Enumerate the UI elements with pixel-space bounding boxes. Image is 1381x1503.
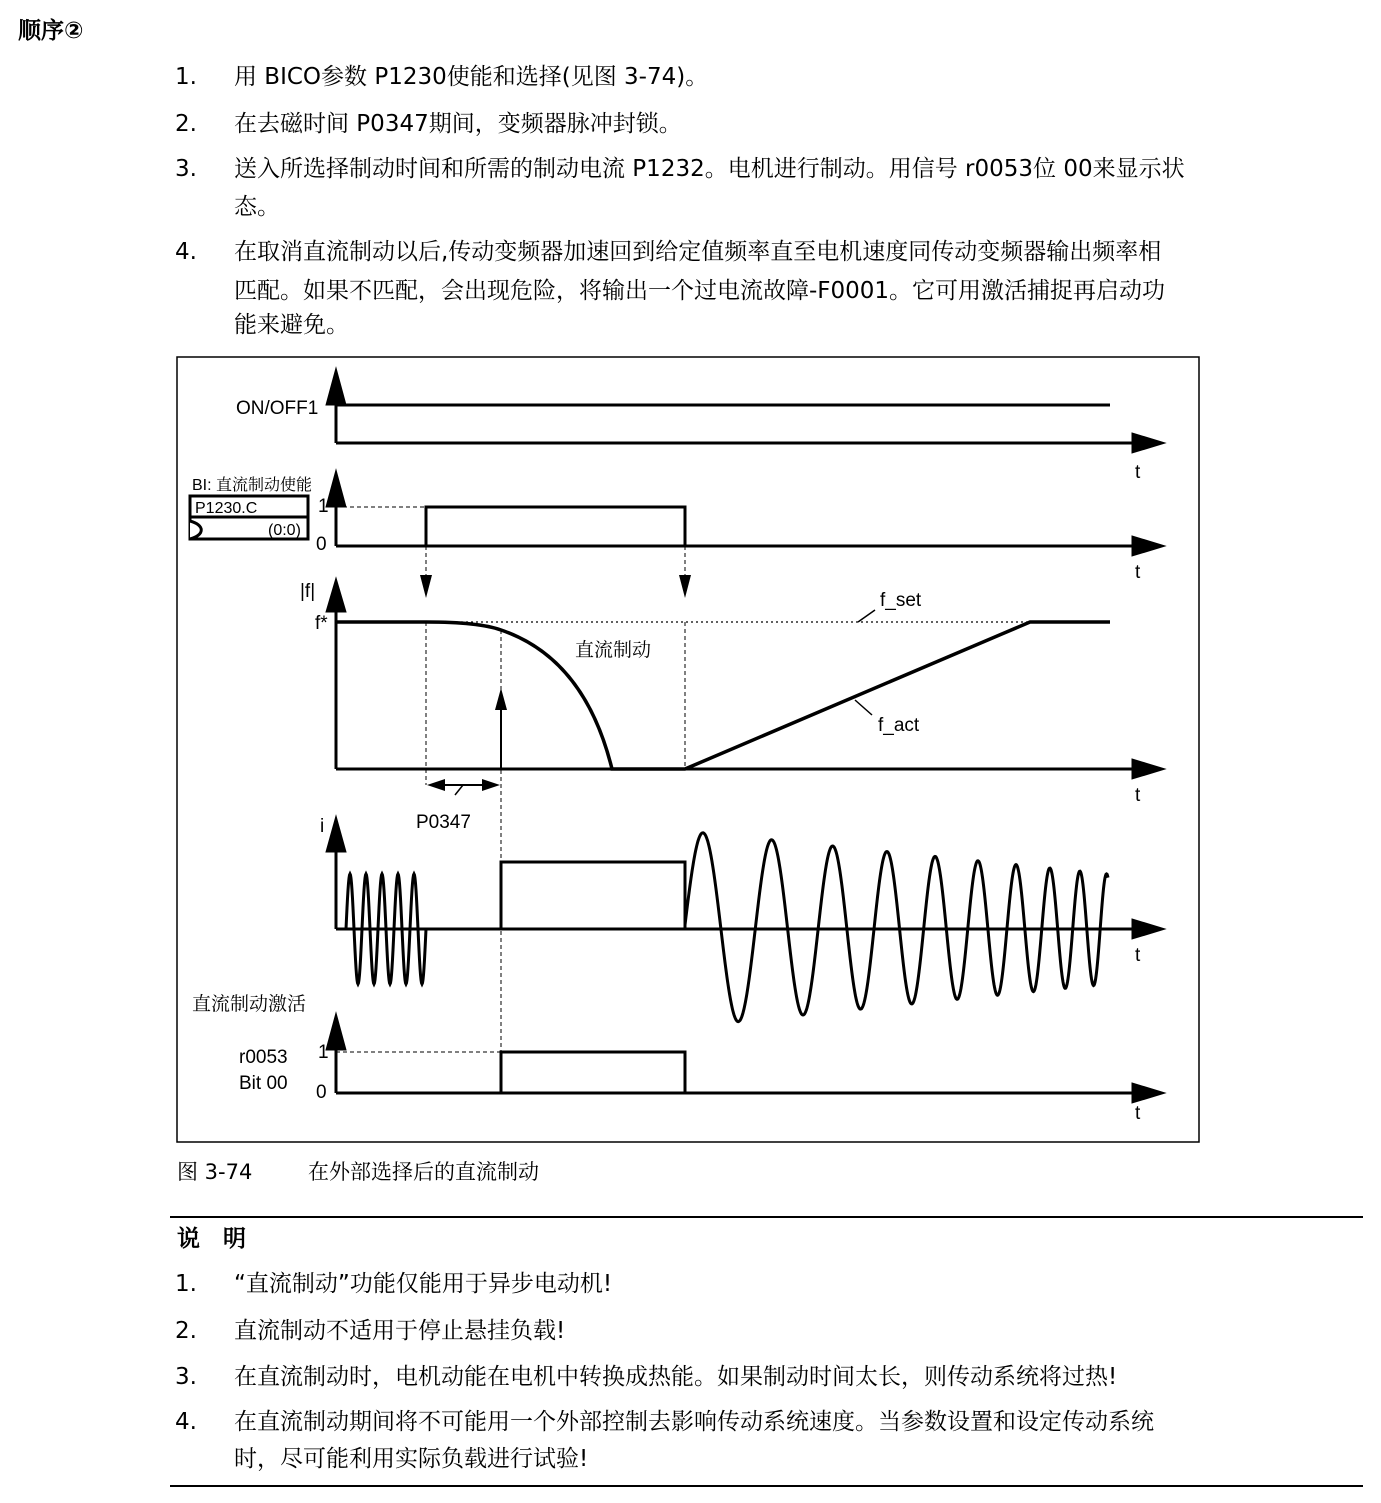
f-act-curve <box>336 622 1110 769</box>
on-off-label: ON/OFF1 <box>236 398 319 419</box>
diagram-frame <box>177 357 1199 1142</box>
f-star-label: f* <box>315 613 328 634</box>
note-text: 在直流制动时，电机动能在电机中转换成热能。如果制动时间太长，则传动系统将过热! <box>234 1364 1118 1390</box>
axis-arrow-icon <box>326 816 346 852</box>
dc-active-label: 直流制动激活 <box>192 994 307 1015</box>
p0347-leader <box>455 785 463 795</box>
dc-current-signal <box>336 862 685 929</box>
axis-arrow-icon <box>326 470 346 507</box>
left-arrow-icon <box>427 779 445 791</box>
note-number: 3. <box>175 1364 197 1390</box>
axis-arrow-icon <box>1132 759 1165 779</box>
step-number: 3. <box>175 156 197 182</box>
bit00-label: Bit 00 <box>239 1073 288 1094</box>
f-axis-label: |f| <box>300 581 316 602</box>
t-label: t <box>1135 945 1141 966</box>
dc-brake-label: 直流制动 <box>575 640 652 661</box>
note-text: 直流制动不适用于停止悬挂负载! <box>234 1318 566 1344</box>
axes <box>326 368 1165 1103</box>
t-label: t <box>1135 785 1141 806</box>
t-label: t <box>1135 1103 1141 1124</box>
step-text: 态。 <box>234 194 280 220</box>
section-title: 顺序② <box>18 18 84 44</box>
up-arrow-icon <box>495 688 507 710</box>
p0347-label: P0347 <box>416 812 471 833</box>
step-text: 在去磁时间 P0347期间，变频器脉冲封锁。 <box>234 111 682 137</box>
axis-arrow-icon <box>1132 536 1165 556</box>
param-default: (0:0) <box>268 522 301 539</box>
r0053-label: r0053 <box>239 1047 288 1068</box>
axis-arrow-icon <box>326 1013 346 1050</box>
figure-number: 图 3-74 <box>177 1160 253 1184</box>
down-arrow-icon <box>679 575 691 598</box>
t-label: t <box>1135 562 1141 583</box>
connector-icon <box>190 521 201 539</box>
step-text: 能来避免。 <box>234 312 349 338</box>
level-1-label: 1 <box>318 1042 329 1063</box>
note-number: 4. <box>175 1409 197 1435</box>
down-arrow-icon <box>420 575 432 598</box>
param-box-label: P1230.C <box>195 500 258 517</box>
step-number: 1. <box>175 64 197 90</box>
f-set-leader <box>858 610 875 622</box>
f-act-label: f_act <box>878 715 920 736</box>
note-number: 1. <box>175 1271 197 1297</box>
t-label: t <box>1135 462 1141 483</box>
f-act-leader <box>855 700 872 715</box>
axis-arrow-icon <box>326 368 346 405</box>
step-text: 送入所选择制动时间和所需的制动电流 P1232。电机进行制动。用信号 r0053位 00来显示状 <box>234 156 1185 182</box>
dc-brake-active-signal <box>336 1052 685 1093</box>
step-text: 匹配。如果不匹配，会出现危险，将输出一个过电流故障-F0001。它可用激活捕捉再启动功 <box>234 278 1166 304</box>
step-number: 4. <box>175 239 197 265</box>
notes-title: 说 明 <box>177 1226 246 1252</box>
note-text: 时，尽可能利用实际负载进行试验! <box>234 1446 589 1472</box>
level-0-label: 0 <box>316 1082 327 1103</box>
axis-arrow-icon <box>1132 433 1165 453</box>
dc-brake-enable-signal <box>336 507 685 546</box>
current-sine-after <box>685 833 1108 1022</box>
note-text: “直流制动”功能仅能用于异步电动机! <box>234 1271 613 1297</box>
level-0-label: 0 <box>316 534 327 555</box>
f-set-label: f_set <box>880 590 922 611</box>
axis-arrow-icon <box>1132 919 1165 939</box>
bi-label: BI: 直流制动使能 <box>192 477 313 494</box>
divider <box>170 1485 1363 1487</box>
axis-arrow-icon <box>1132 1083 1165 1103</box>
right-arrow-icon <box>482 779 500 791</box>
figure-title: 在外部选择后的直流制动 <box>308 1160 539 1184</box>
note-number: 2. <box>175 1318 197 1344</box>
axis-arrow-icon <box>326 578 346 612</box>
step-text: 用 BICO参数 P1230使能和选择(见图 3-74)。 <box>234 64 709 90</box>
step-number: 2. <box>175 111 197 137</box>
note-text: 在直流制动期间将不可能用一个外部控制去影响传动系统速度。当参数设置和设定传动系统 <box>234 1409 1154 1435</box>
i-axis-label: i <box>320 816 325 837</box>
level-1-label: 1 <box>318 496 329 517</box>
step-text: 在取消直流制动以后,传动变频器加速回到给定值频率直至电机速度同传动变频器输出频率相 <box>234 239 1162 265</box>
divider <box>170 1216 1363 1218</box>
